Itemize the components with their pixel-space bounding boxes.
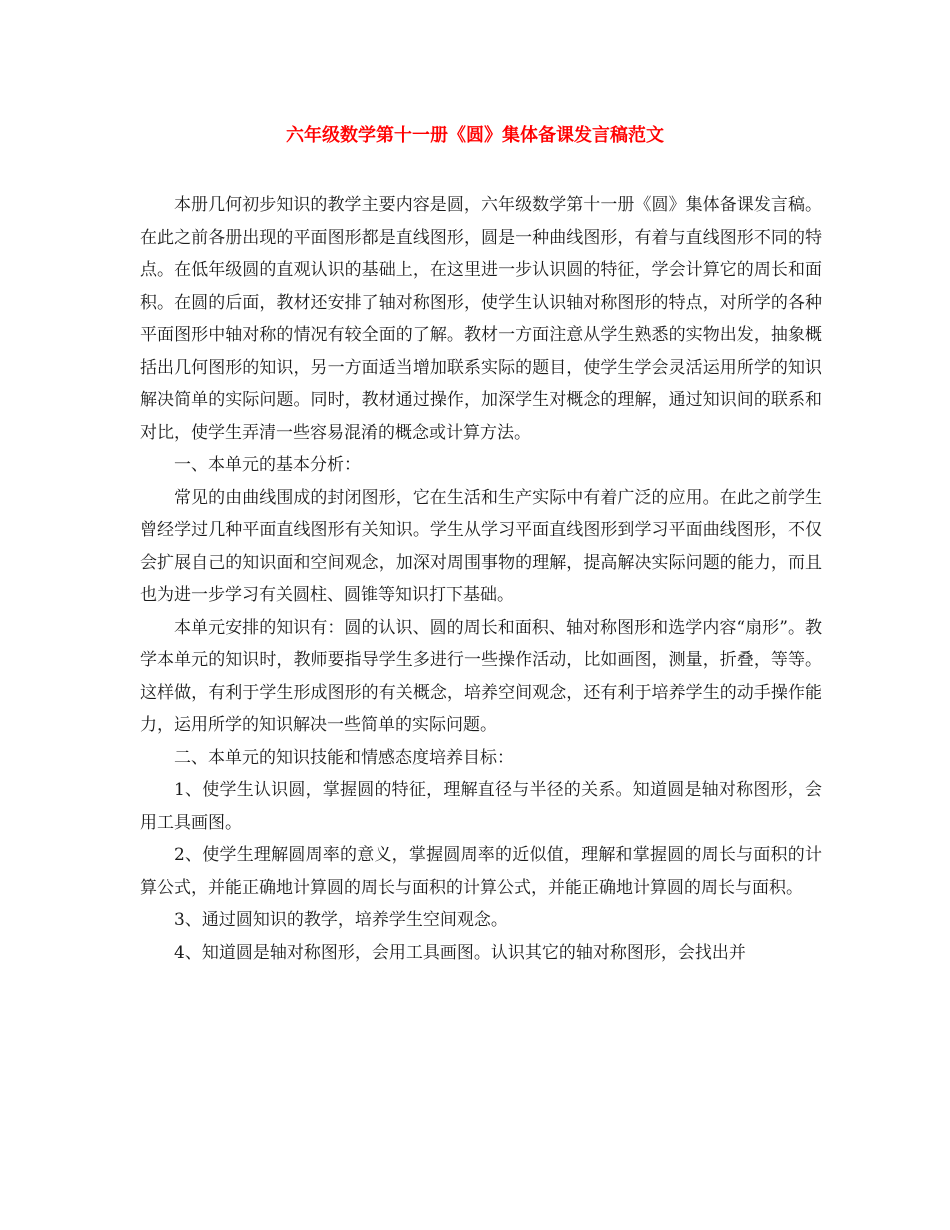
section-heading-goals: 二、本单元的知识技能和情感态度培养目标：	[174, 747, 514, 768]
goal-item-3: 3、通过圆知识的教学，培养学生空间观念。	[174, 910, 508, 930]
document-body	[140, 189, 822, 969]
paragraph-basic-analysis: 常见的由曲线围成的封闭图形，它在生活和生产实际中有着广泛的应用。在此之前学生曾经学过几种平面直线图形有关知识。学生从学习平面直线图形到学习平面曲线图形，不仅会扩展自己的知识面和空间观念，加深对周围事物的理解，提高解决实际问题的能力，而且也为进一步学习有关圆柱、圆锥等知识打下基础。	[140, 487, 822, 605]
goal-item-2: 2、使学生理解圆周率的意义，掌握圆周率的近似值，理解和掌握圆的周长与面积的计算公式，并能正确地计算圆的周长与面积的计算公式，并能正确地计算圆的周长与面积。	[140, 845, 822, 898]
document-title: 六年级数学第十一册《圆》集体备课发言稿范文	[286, 125, 664, 146]
paragraph-intro: 本册几何初步知识的教学主要内容是圆，六年级数学第十一册《圆》集体备课发言稿。在此之前各册出现的平面图形都是直线图形，圆是一种曲线图形，有着与直线图形不同的特点。在低年级圆的直观认识的基础上，在这里进一步认识圆的特征，学会计算它的周长和面积。在圆的后面，教材还安排了轴对称图形，使学生认识轴对称图形的特点，对所学的各种平面图形中轴对称的情况有较全面的了解。教材一方面注意从学生熟悉的实物出发，抽象概括出几何图形的知识，另一方面适当增加联系实际的题目，使学生学会灵活运用所学的知识解决简单的实际问题。同时，教材通过操作，加深学生对概念的理解，通过知识间的联系和对比，使学生弄清一些容易混淆的概念或计算方法。	[140, 195, 822, 443]
goal-item-4: 4、知道圆是轴对称图形，会用工具画图。认识其它的轴对称图形，会找出并	[174, 942, 746, 963]
paragraph-unit-content: 本单元安排的知识有：圆的认识、圆的周长和面积、轴对称图形和选学内容“扇形”。教学本单元的知识时，教师要指导学生多进行一些操作活动，比如画图，测量，折叠，等等。这样做，有利于学生形成图形的有关概念，培养空间观念，还有利于培养学生的动手操作能力，运用所学的知识解决一些简单的实际问题。	[140, 617, 822, 735]
goal-item-1: 1、使学生认识圆，掌握圆的特征，理解直径与半径的关系。知道圆是轴对称图形，会用工具画图。	[140, 780, 822, 833]
section-heading-basic-analysis: 一、本单元的基本分析：	[174, 455, 361, 475]
